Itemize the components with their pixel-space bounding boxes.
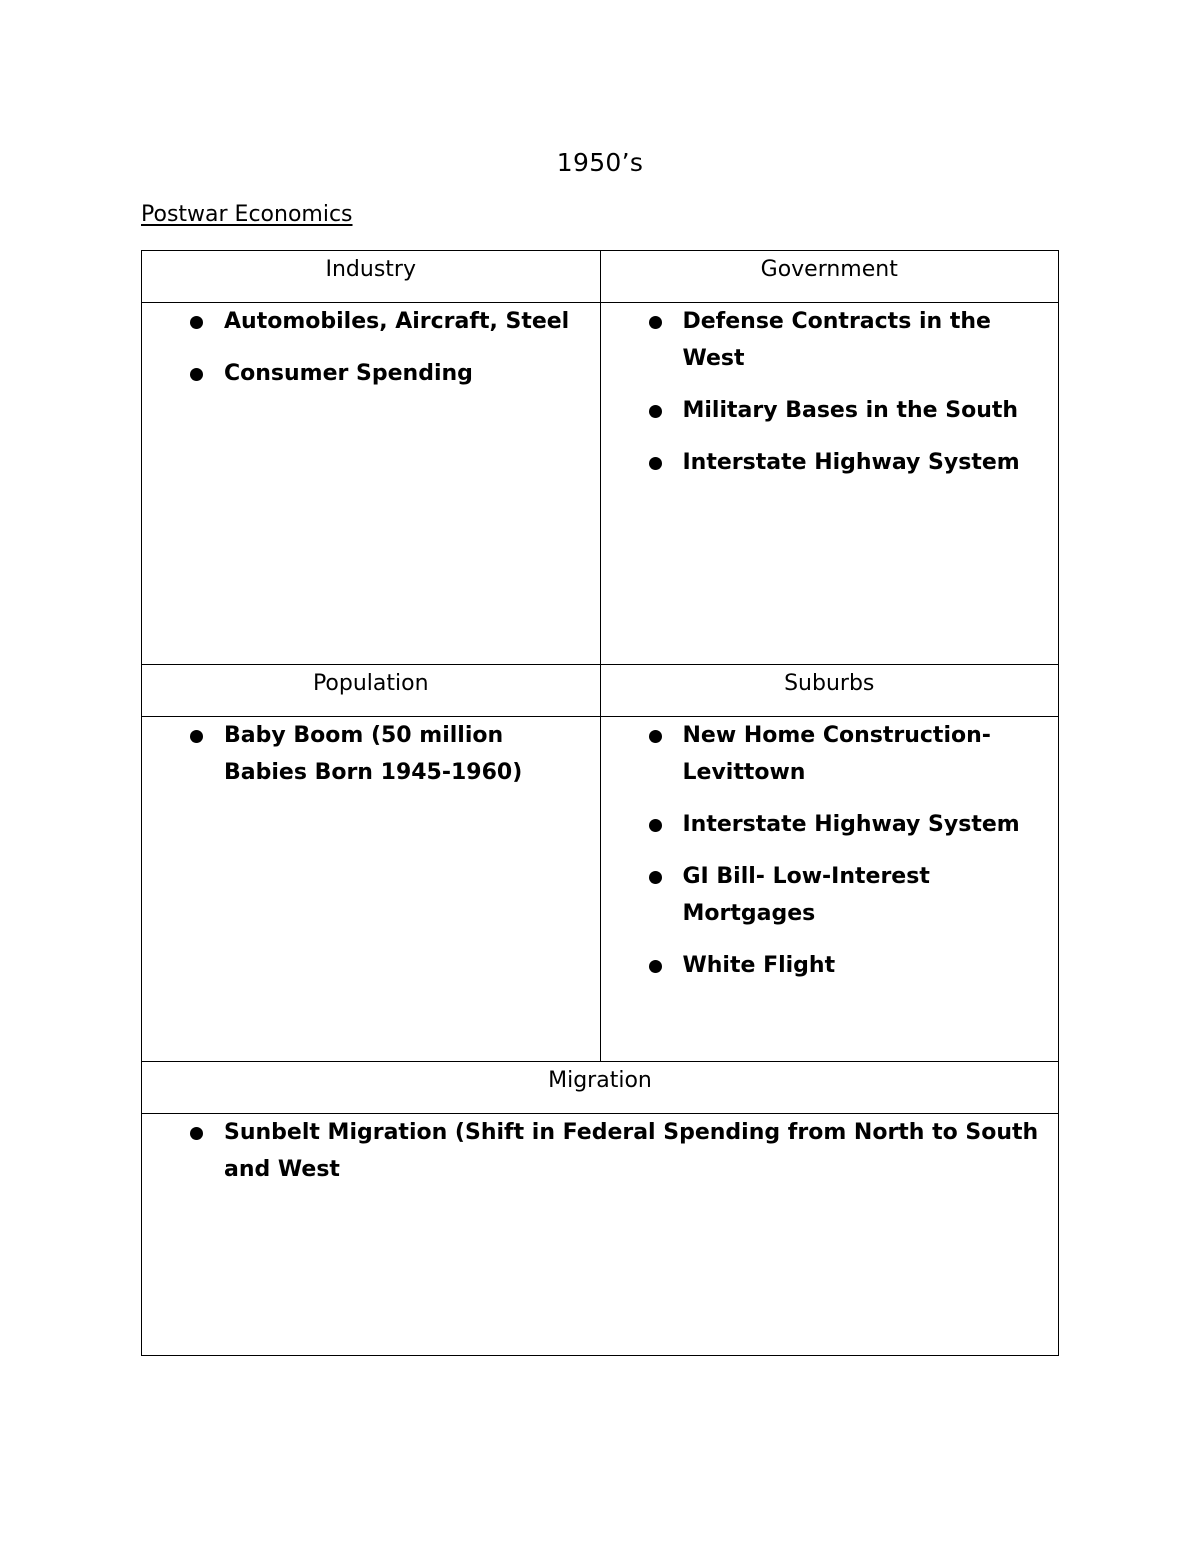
list-item: Military Bases in the South	[601, 392, 1059, 429]
list-item: Defense Contracts in the West	[601, 303, 1059, 377]
suburbs-cell	[600, 717, 1059, 1062]
population-cell	[142, 717, 601, 1062]
list-item: Interstate Highway System	[601, 806, 1059, 843]
suburbs-list	[601, 717, 1059, 984]
content-row-1	[142, 303, 1059, 665]
section-subtitle: Postwar Economics	[141, 202, 353, 227]
migration-cell	[142, 1114, 1059, 1356]
list-item: Sunbelt Migration (Shift in Federal Spending from North to South and West	[142, 1114, 1058, 1188]
industry-cell	[142, 303, 601, 665]
content-row-3	[142, 1114, 1059, 1356]
industry-heading: Industry	[142, 251, 601, 303]
content-row-2	[142, 717, 1059, 1062]
list-item: White Flight	[601, 947, 1059, 984]
population-heading: Population	[142, 665, 601, 717]
list-item: GI Bill- Low-Interest Mortgages	[601, 858, 1059, 932]
header-row-3	[142, 1062, 1059, 1114]
header-row-2	[142, 665, 1059, 717]
list-item: Interstate Highway System	[601, 444, 1059, 481]
government-heading: Government	[600, 251, 1059, 303]
list-item: Baby Boom (50 million Babies Born 1945-1960)	[142, 717, 600, 791]
list-item: Automobiles, Aircraft, Steel	[142, 303, 600, 340]
list-item: New Home Construction- Levittown	[601, 717, 1059, 791]
migration-heading: Migration	[142, 1062, 1059, 1114]
list-item: Consumer Spending	[142, 355, 600, 392]
header-row-1	[142, 251, 1059, 303]
industry-list	[142, 303, 600, 392]
government-list	[601, 303, 1059, 481]
page-title: 1950’s	[556, 148, 644, 177]
population-list	[142, 717, 600, 791]
suburbs-heading: Suburbs	[600, 665, 1059, 717]
migration-list	[142, 1114, 1058, 1188]
government-cell	[600, 303, 1059, 665]
economics-table	[141, 250, 1059, 1356]
